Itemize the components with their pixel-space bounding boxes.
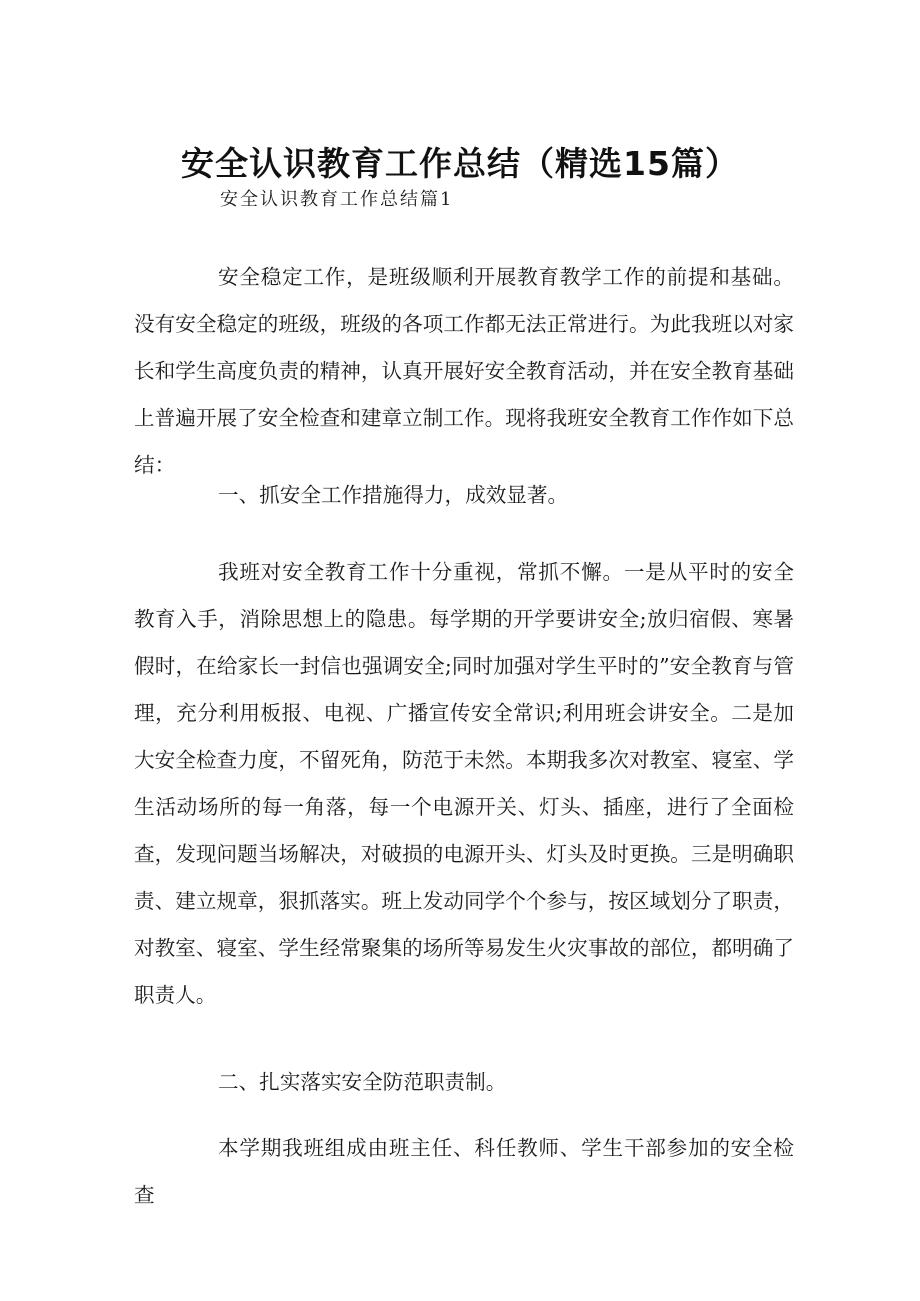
document-subtitle: 安全认识教育工作总结篇1 [220, 189, 454, 210]
paragraph-intro: 安全稳定工作，是班级顺利开展教育教学工作的前提和基础。没有安全稳定的班级，班级的各项工作都无法正常进行。为此我班以对家长和学生高度负责的精神，认真开展好安全教育活动，并在安全教育基础上普遍开展了安全检查和建章立制工作。现将我班安全教育工作作如下总结： [134, 265, 794, 477]
paragraph-section-1: 我班对安全教育工作十分重视，常抓不懈。一是从平时的安全教育入手，消除思想上的隐患。每学期的开学要讲安全;放归宿假、寒暑假时，在给家长一封信也强调安全;同时加强对学生平时的”安全教育与管理，充分利用板报、电视、广播宣传安全常识;利用班会讲安全。二是加大安全检查力度，不留死角，防范于未然。本期我多次对教室、寝室、学生活动场所的每一角落，每一个电源开关、灯头、插座，进行了全面检查，发现问题当场解决，对破损的电源开头、灯头及时更换。三是明确职责、建立规章，狠抓落实。班上发动同学个个参与，按区域划分了职责，对教室、寝室、学生经常聚集的场所等易发生火灾事故的部位，都明确了职责人。 [134, 560, 794, 1007]
section-heading-1: 一、抓安全工作措施得力，成效显著。 [218, 483, 569, 507]
document-title: 安全认识教育工作总结（精选15篇） [181, 144, 739, 184]
paragraph-section-2: 本学期我班组成由班主任、科任教师、学生干部参加的安全检查 [134, 1136, 794, 1207]
section-heading-2: 二、扎实落实安全防范职责制。 [218, 1070, 507, 1094]
